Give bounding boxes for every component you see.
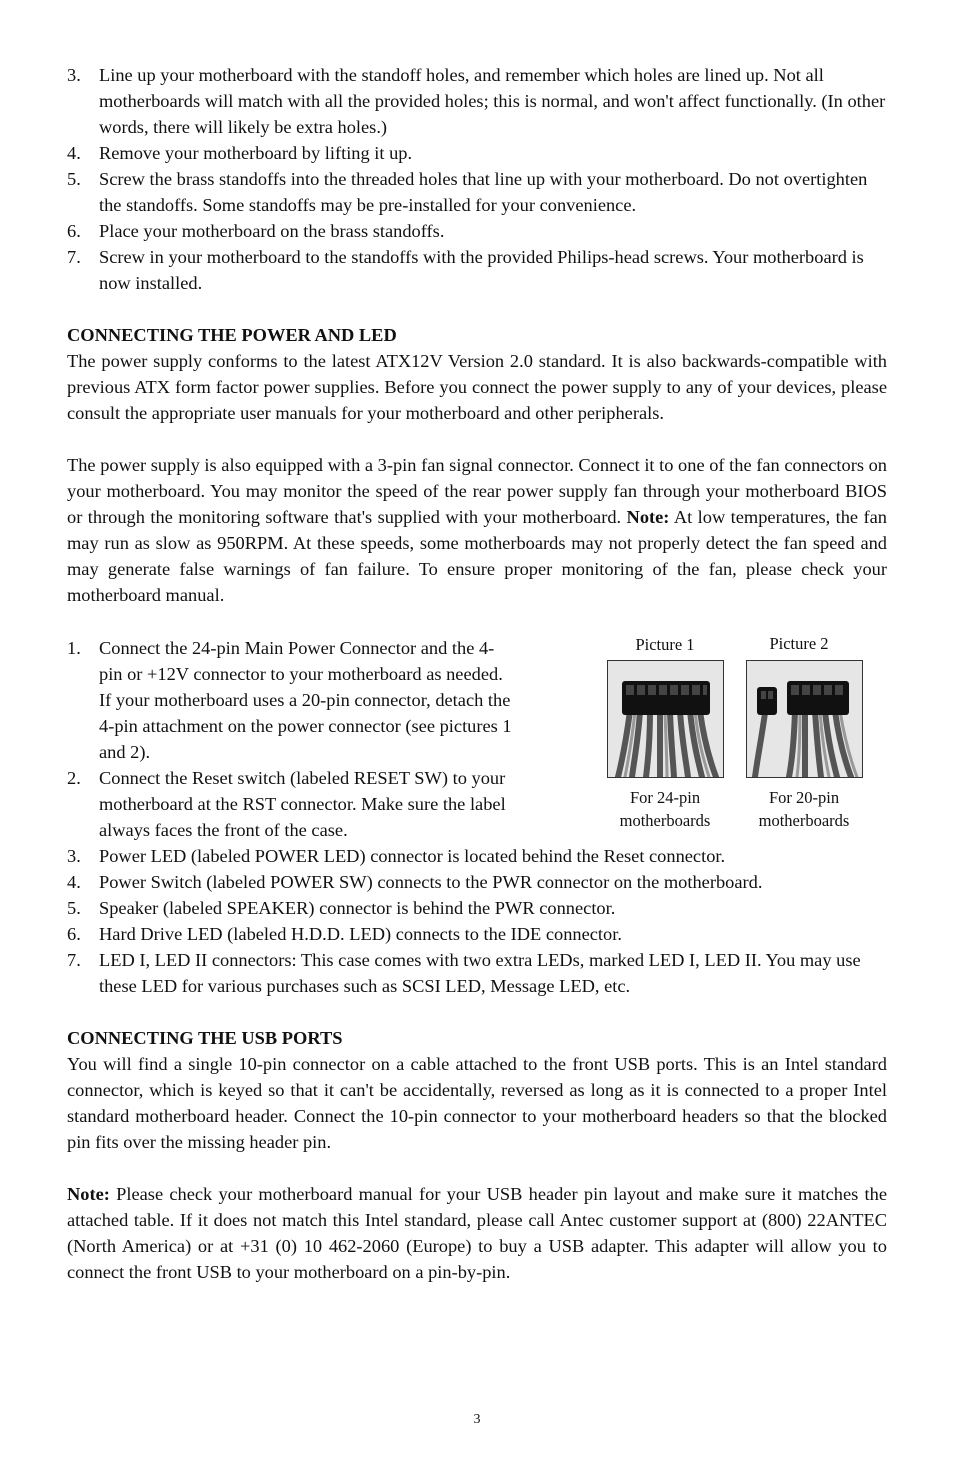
list-item xyxy=(67,843,887,869)
power-steps-wide-list xyxy=(67,843,887,999)
list-item xyxy=(67,765,512,843)
usb-paragraph: You will find a single 10-pin connector on a cable attached to the front USB ports. This is an Intel standard connector, which is keyed so that it can't be accidentally, reversed as long as it is connected to a proper Intel standard motherboard header. Connect the 10-pin connector to your motherboard headers so that the blocked pin fits over the missing header pin. xyxy=(67,1054,887,1152)
connector-24pin-photo xyxy=(607,660,724,778)
list-number: 1. xyxy=(67,638,81,658)
power-intro-paragraph: The power supply conforms to the latest ATX12V Version 2.0 standard. It is also backwards-compatible with previous ATX form factor power supplies. Before you connect the power supply to any of your devices, please consult the appropriate user manuals for your motherboard and other peripherals. xyxy=(67,351,887,423)
caption-line: motherboards xyxy=(619,811,711,830)
list-item xyxy=(67,218,887,244)
list-item xyxy=(67,947,887,999)
list-number: 3. xyxy=(67,65,81,85)
power-steps-narrow-list xyxy=(67,635,512,843)
fan-paragraph xyxy=(67,452,887,608)
usb-note-paragraph xyxy=(67,1181,887,1285)
list-item xyxy=(67,244,887,296)
list-text: Connect the 24-pin Main Power Connector and the 4-pin or +12V connector to your motherboard as needed. If your motherboard uses a 20-pin connector, detach the 4-pin attachment on the power connector (see pictures 1 and 2). xyxy=(99,638,512,762)
section-heading: CONNECTING THE POWER AND LED xyxy=(67,325,397,345)
list-text: LED I, LED II connectors: This case comes with two extra LEDs, marked LED I, LED II. You may use these LED for various purchases such as SCSI LED, Message LED, etc. xyxy=(99,950,861,996)
list-item xyxy=(67,921,887,947)
fan-note-text: At low temperatures, the fan may run as slow as 950RPM. At these speeds, some motherboards may not properly detect the fan speed and may generate false warnings of fan failure. To ensure proper monitoring of the fan, please check your motherboard manual. xyxy=(67,507,887,605)
note-label: Note: xyxy=(67,1184,110,1204)
picture-2-caption xyxy=(736,786,872,832)
list-text: Speaker (labeled SPEAKER) connector is behind the PWR connector. xyxy=(99,898,616,918)
list-number: 3. xyxy=(67,846,81,866)
power-section xyxy=(67,322,887,608)
connector-20pin-drawing xyxy=(747,661,862,777)
page-number: 3 xyxy=(473,1412,481,1427)
list-item xyxy=(67,869,887,895)
list-text: Place your motherboard on the brass standoffs. xyxy=(99,221,445,241)
list-number: 6. xyxy=(67,221,81,241)
picture-2-label: Picture 2 xyxy=(769,634,829,653)
usb-note-text: Please check your motherboard manual for your USB header pin layout and make sure it matches the attached table. If it does not match this Intel standard, please call Antec customer support at (800) 22ANTEC (North America) or at +31 (0) 10 462-2060 (Europe) to buy a USB adapter. This adapter will allow you to connect the front USB to your motherboard on a pin-by-pin. xyxy=(67,1184,887,1282)
power-steps-narrow xyxy=(67,635,512,843)
list-text: Power LED (labeled POWER LED) connector is located behind the Reset connector. xyxy=(99,846,726,866)
top-steps xyxy=(67,62,887,296)
list-item xyxy=(67,166,887,218)
fan-text: The power supply is also equipped with a 3-pin fan signal connector. Connect it to one of the fan connectors on your motherboard. You may monitor the speed of the rear power supply fan through your motherboard BIOS or through the monitoring software that's supplied with your motherboard. xyxy=(67,455,887,527)
list-item xyxy=(67,62,887,140)
list-number: 5. xyxy=(67,898,81,918)
list-number: 6. xyxy=(67,924,81,944)
usb-section xyxy=(67,1025,887,1285)
list-text: Remove your motherboard by lifting it up. xyxy=(99,143,413,163)
picture-1-label: Picture 1 xyxy=(635,635,695,654)
list-text: Line up your motherboard with the standoff holes, and remember which holes are lined up. Not all motherboards will match with all the provided holes; this is normal, and won't affect functionally. (In other words, there will likely be extra holes.) xyxy=(99,65,886,137)
list-number: 4. xyxy=(67,143,81,163)
picture-1-caption xyxy=(597,786,733,832)
list-item xyxy=(67,895,887,921)
list-item xyxy=(67,635,512,765)
list-number: 2. xyxy=(67,768,81,788)
top-steps-list xyxy=(67,62,887,296)
note-label: Note: xyxy=(626,507,670,527)
list-number: 4. xyxy=(67,872,81,892)
list-text: Screw the brass standoffs into the threaded holes that line up with your motherboard. Do not overtighten the standoffs. Some standoffs may be pre-installed for your convenience. xyxy=(99,169,868,215)
list-text: Screw in your motherboard to the standoffs with the provided Philips-head screws. Your motherboard is now installed. xyxy=(99,247,864,293)
list-text: Hard Drive LED (labeled H.D.D. LED) connects to the IDE connector. xyxy=(99,924,622,944)
list-text: Connect the Reset switch (labeled RESET SW) to your motherboard at the RST connector. Make sure the label always faces the front of the case. xyxy=(99,768,506,840)
list-number: 7. xyxy=(67,247,81,267)
list-item xyxy=(67,140,887,166)
list-number: 5. xyxy=(67,169,81,189)
list-number: 7. xyxy=(67,950,81,970)
caption-line: For 24-pin xyxy=(629,788,701,807)
section-heading: CONNECTING THE USB PORTS xyxy=(67,1028,343,1048)
connector-24pin-drawing xyxy=(608,661,723,777)
list-text: Power Switch (labeled POWER SW) connects to the PWR connector on the motherboard. xyxy=(99,872,763,892)
power-steps-wide xyxy=(67,843,887,999)
connector-20pin-photo xyxy=(746,660,863,778)
caption-line: For 20-pin xyxy=(768,788,840,807)
caption-line: motherboards xyxy=(758,811,850,830)
